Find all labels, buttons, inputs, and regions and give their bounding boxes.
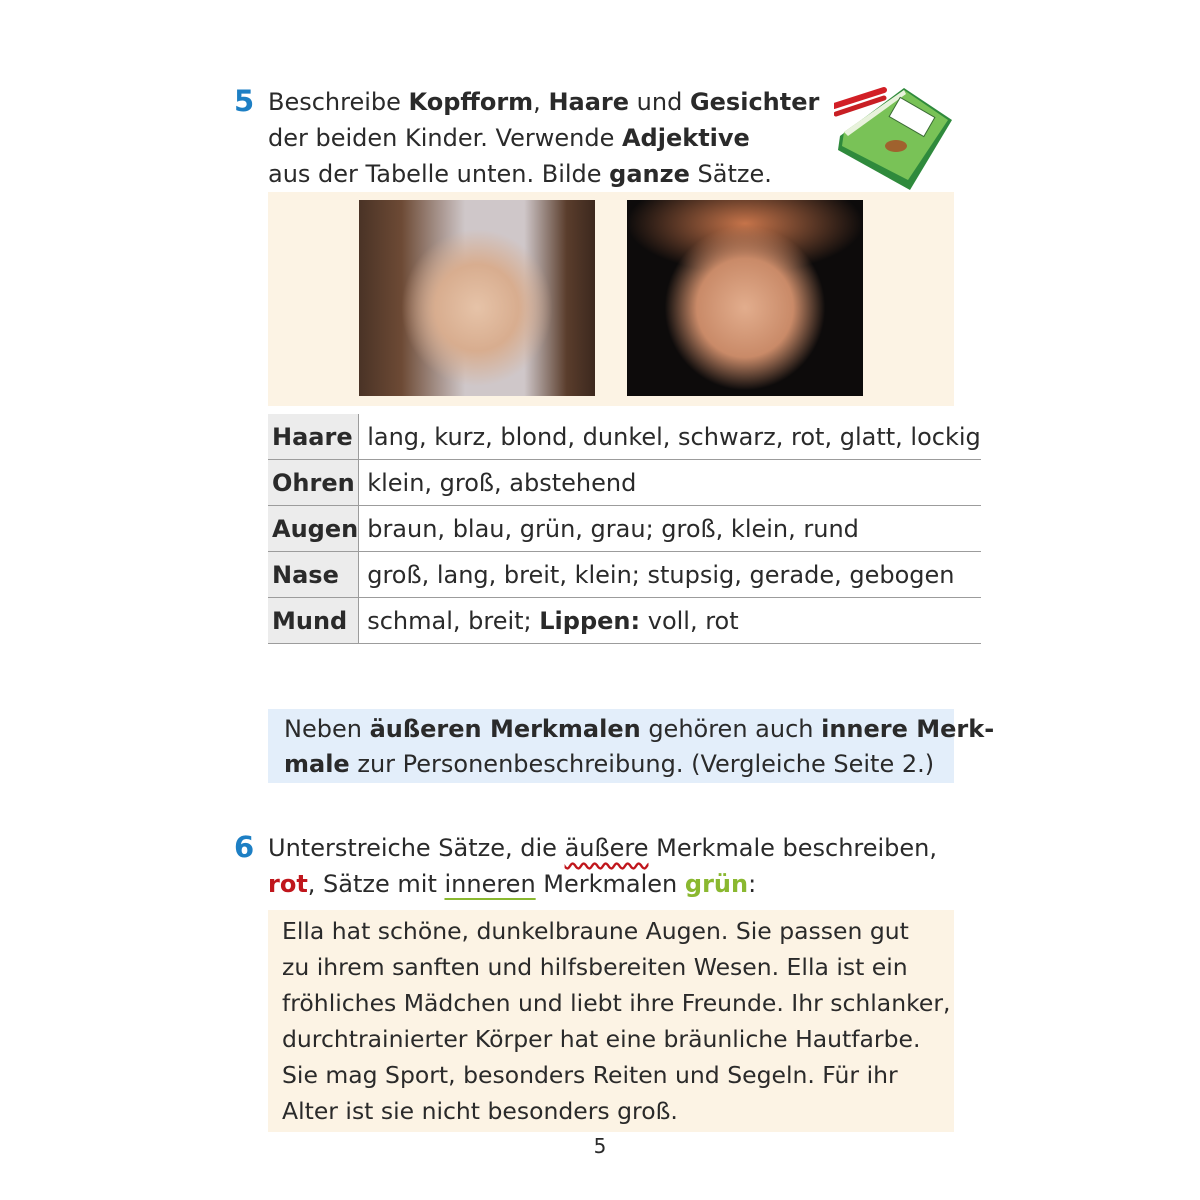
table-row-key: Nase — [268, 552, 359, 598]
page-number: 5 — [593, 1134, 607, 1158]
task-number-6: 6 — [234, 830, 255, 864]
info-line1: Neben äußeren Merkmalen gehören auch innere Merk- — [284, 715, 995, 743]
table-row-key: Ohren — [268, 460, 359, 506]
info-line2: male zur Personenbeschreibung. (Vergleiche Seite 2.) — [284, 750, 935, 778]
story-line: Ella hat schöne, dunkelbraune Augen. Sie passen gut — [282, 917, 909, 945]
photo-boy-portrait — [627, 200, 863, 396]
task-number-5: 5 — [234, 84, 255, 118]
table-row — [268, 414, 981, 460]
story-line: Alter ist sie nicht besonders groß. — [282, 1097, 678, 1125]
story-line: Sie mag Sport, besonders Reiten und Segeln. Für ihr — [282, 1061, 898, 1089]
table-row — [268, 552, 981, 598]
table-row — [268, 506, 981, 552]
table-row-value: lang, kurz, blond, dunkel, schwarz, rot, glatt, lockig — [359, 414, 981, 460]
story-text-box — [268, 910, 954, 1132]
photo-girl-portrait — [359, 200, 595, 396]
adjective-table — [268, 414, 981, 644]
table-row-value: klein, groß, abstehend — [359, 460, 981, 506]
info-box — [268, 709, 995, 783]
table-row-key: Augen — [268, 506, 359, 552]
story-line: durchtrainierter Körper hat eine bräunliche Hautfarbe. — [282, 1025, 921, 1053]
task5-instruction-line2: der beiden Kinder. Verwende Adjektive — [268, 124, 750, 152]
task5-instruction-line3: aus der Tabelle unten. Bilde ganze Sätze. — [268, 160, 772, 188]
story-line: zu ihrem sanften und hilfsbereiten Wesen. Ella ist ein — [282, 953, 908, 981]
task6-instruction-line2: rot, Sätze mit inneren Merkmalen grün: — [268, 870, 757, 898]
table-row-value: groß, lang, breit, klein; stupsig, gerade, gebogen — [359, 552, 981, 598]
table-row — [268, 598, 981, 644]
task5-instruction-line1: Beschreibe Kopfform, Haare und Gesichter — [268, 88, 820, 116]
task6-instruction-line1: Unterstreiche Sätze, die äußere Merkmale beschreiben, — [268, 834, 938, 862]
table-row-value: schmal, breit; Lippen: voll, rot — [359, 598, 981, 644]
table-row-key: Haare — [268, 414, 359, 460]
story-line: fröhliches Mädchen und liebt ihre Freunde. Ihr schlanker, — [282, 989, 951, 1017]
table-row — [268, 460, 981, 506]
table-row-value: braun, blau, grün, grau; groß, klein, rund — [359, 506, 981, 552]
notebook-with-pencil-icon — [834, 84, 954, 194]
table-row-key: Mund — [268, 598, 359, 644]
